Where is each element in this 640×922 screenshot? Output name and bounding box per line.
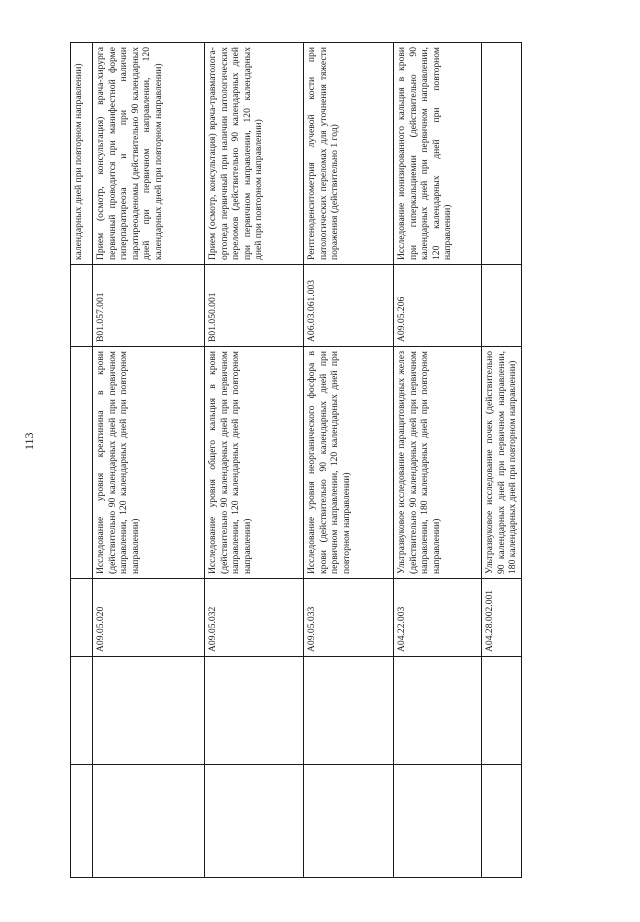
cell-empty bbox=[304, 657, 394, 765]
service-description bbox=[71, 347, 93, 579]
service-description: Ультразвуковое исследование почек (действительно 90 календарных дней при первичном направлении, 180 календарных дней при повторном направлении) bbox=[482, 347, 522, 579]
service-code: A09.05.033 bbox=[304, 579, 394, 657]
cell-empty bbox=[304, 765, 394, 878]
service-code bbox=[71, 579, 93, 657]
table-row bbox=[304, 43, 394, 878]
related-description: Прием (осмотр, консультация) врача-хирурга первичный проводится при манифестной форме гиперпаратиреоза и при наличии паратиреоаденомы (действительно 90 календарных дней при первичном направлении, 120 календарных дней при повторном направлении) bbox=[93, 43, 205, 265]
service-description: Ультразвуковое исследование паращитовидных желез (действительно 90 календарных дней при первичном направлении, 180 календарных дней при повторном направлении) bbox=[394, 347, 482, 579]
cell-empty bbox=[205, 765, 304, 878]
table-row bbox=[205, 43, 304, 878]
related-code: B01.050.001 bbox=[205, 265, 304, 347]
service-code: A04.28.002.001 bbox=[482, 579, 522, 657]
cell-empty bbox=[482, 765, 522, 878]
related-code bbox=[71, 265, 93, 347]
page-number: 113 bbox=[22, 432, 36, 450]
table-row bbox=[394, 43, 482, 878]
related-code: B01.057.001 bbox=[93, 265, 205, 347]
cell-empty bbox=[394, 657, 482, 765]
services-table bbox=[70, 42, 522, 878]
related-description: Исследование ионизированного кальция в крови при гиперкальциемии (действительно 90 календарных дней при первичном направлении, 120 календарных дней при повторном направлении) bbox=[394, 43, 482, 265]
service-code: A04.22.003 bbox=[394, 579, 482, 657]
related-code bbox=[482, 265, 522, 347]
related-code: A06.03.061.003 bbox=[304, 265, 394, 347]
related-description: календарных дней при повторном направлении) bbox=[71, 43, 93, 265]
service-code: A09.05.020 bbox=[93, 579, 205, 657]
cell-empty bbox=[205, 657, 304, 765]
related-code: A09.05.206 bbox=[394, 265, 482, 347]
cell-empty bbox=[482, 657, 522, 765]
cell-empty bbox=[394, 765, 482, 878]
table-row bbox=[93, 43, 205, 878]
rotated-table-container bbox=[70, 43, 518, 878]
service-description: Исследование уровня креатинина в крови (действительно 90 календарных дней при первичном направлении, 120 календарных дней при повторном направлении) bbox=[93, 347, 205, 579]
cell-empty bbox=[71, 765, 93, 878]
service-description: Исследование уровня общего кальция в крови (действительно 90 календарных дней при первичном направлении, 120 календарных дней при повторном направлении) bbox=[205, 347, 304, 579]
cell-empty bbox=[93, 657, 205, 765]
related-description: Прием (осмотр, консультация) врача-травматолога-ортопеда первичный при наличии патологических переломов (действительно 90 календарных дней при первичном направлении, 120 календарных дней при повторном направлении) bbox=[205, 43, 304, 265]
service-code: A09.05.032 bbox=[205, 579, 304, 657]
related-description bbox=[482, 43, 522, 265]
table-row bbox=[482, 43, 522, 878]
service-description: Исследование уровня неорганического фосфора в крови (действительно 90 календарных дней при первичном направлении, 120 календарных дней при повторном направлении) bbox=[304, 347, 394, 579]
cell-empty bbox=[71, 657, 93, 765]
related-description: Рентгеноденситометрия лучевой кости при патологических переломах для уточнения тяжести поражения (действительно 1 год) bbox=[304, 43, 394, 265]
cell-empty bbox=[93, 765, 205, 878]
table-row bbox=[71, 43, 93, 878]
